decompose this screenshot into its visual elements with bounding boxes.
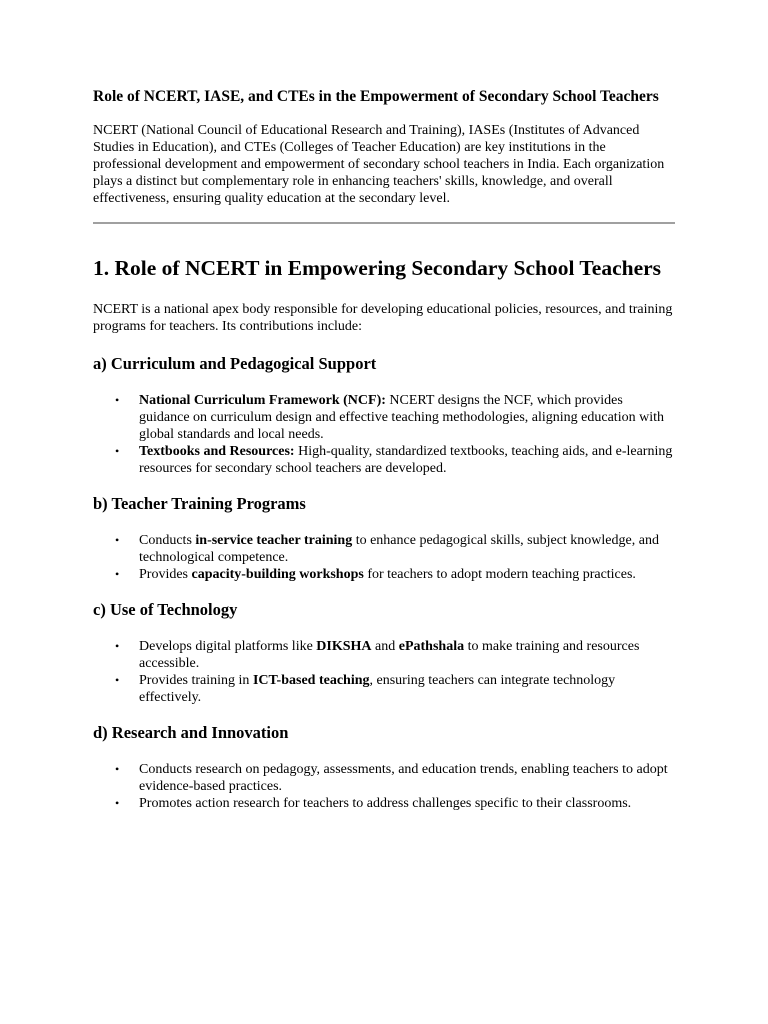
section-lead-paragraph: NCERT is a national apex body responsible for developing educational policies, resources, and training programs for teachers. Its contributions include: [93, 302, 673, 334]
bullet-icon: • [115, 533, 120, 547]
subsection-heading-research: d) Research and Innovation [93, 723, 289, 742]
list-item: • Develops digital platforms like DIKSHA and ePathshala to make training and resources accessible. [115, 639, 640, 671]
bullet-icon: • [115, 393, 120, 407]
list-item: • Textbooks and Resources: High-quality, standardized textbooks, teaching aids, and e-learning resources for secondary school teachers are developed. [115, 444, 673, 476]
list-item: • Conducts in-service teacher training to enhance pedagogical skills, subject knowledge, and technological competence. [115, 533, 659, 565]
bullet-icon: • [115, 639, 120, 653]
list-item: • Conducts research on pedagogy, assessments, and education trends, enabling teachers to adopt evidence-based practices. [115, 762, 668, 794]
subsection-heading-training: b) Teacher Training Programs [93, 494, 306, 513]
document-title: Role of NCERT, IASE, and CTEs in the Empowerment of Secondary School Teachers [93, 88, 659, 105]
bullet-list-curriculum [93, 392, 675, 477]
subsection-heading-curriculum: a) Curriculum and Pedagogical Support [93, 354, 377, 373]
subsection-heading-technology: c) Use of Technology [93, 600, 238, 619]
bullet-icon: • [115, 762, 120, 776]
bullet-icon: • [115, 673, 120, 687]
horizontal-divider [93, 222, 675, 224]
bullet-icon: • [115, 796, 120, 810]
list-item: • Provides capacity-building workshops for teachers to adopt modern teaching practices. [115, 567, 636, 582]
bullet-icon: • [115, 567, 120, 581]
list-item: • Provides training in ICT-based teaching, ensuring teachers can integrate technology effectively. [115, 673, 616, 705]
list-item: • National Curriculum Framework (NCF): NCERT designs the NCF, which provides guidance on curriculum design and effective teaching methodologies, aligning education with global standards and local needs. [115, 393, 664, 442]
bullet-icon: • [115, 444, 120, 458]
list-item: • Promotes action research for teachers to address challenges specific to their classrooms. [115, 796, 632, 811]
intro-paragraph: NCERT (National Council of Educational Research and Training), IASEs (Institutes of Advanced Studies in Education), and CTEs (Colleges of Teacher Education) are key institutions in the professional development and empowerment of secondary school teachers in India. Each organization plays a distinct but complementary role in enhancing teachers' skills, knowledge, and overall effectiveness, ensuring quality education at the secondary level. [93, 123, 665, 206]
section-heading: 1. Role of NCERT in Empowering Secondary School Teachers [93, 256, 662, 280]
bullet-list-research [93, 761, 675, 812]
document-page [93, 88, 675, 812]
bullet-list-training [93, 532, 675, 583]
bullet-list-technology [93, 638, 675, 706]
